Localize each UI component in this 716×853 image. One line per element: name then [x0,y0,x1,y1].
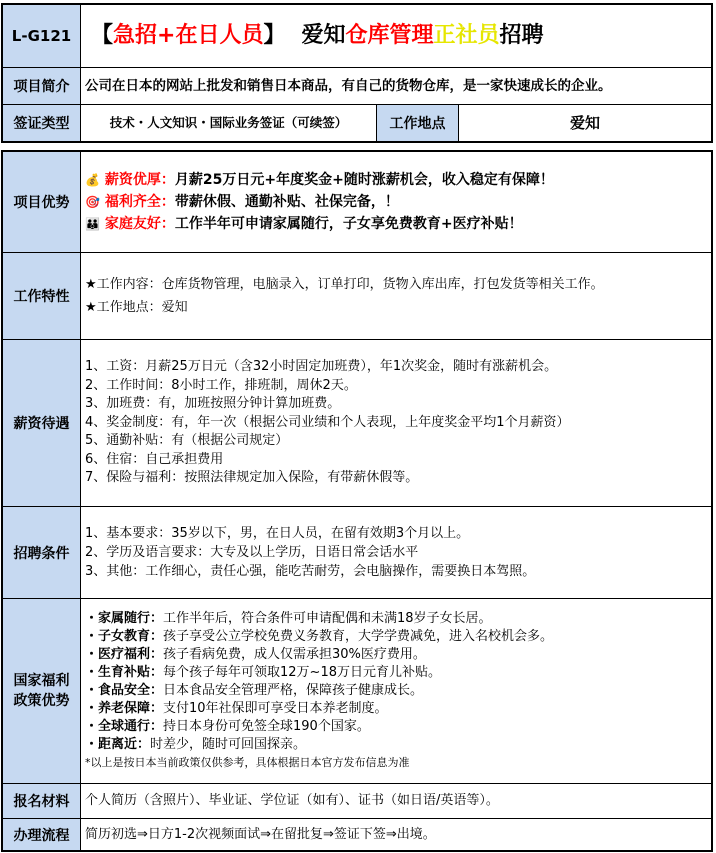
location-value: 爱知 [569,114,600,132]
advantage-title: 家庭友好： [104,216,175,232]
welfare-item [85,700,711,718]
welfare-text: 持日本身份可免签全球190个国家。 [163,719,370,734]
welfare-text: 时差少，随时可回国探亲。 [150,737,307,752]
process-row [3,819,711,850]
salary-row [3,340,711,507]
features-list [81,253,711,339]
requirement-line: 2、学历及语言要求：大专及以上学历，日语日常会话水平 [85,545,419,560]
salary-line: 7、保险与福利：按照法律规定加入保险，有带薪休假等。 [85,470,419,486]
requirement-line: 3、其他：工作细心，责任心强，能吃苦耐劳，会电脑操作，需要换日本驾照。 [85,564,536,579]
welfare-title: ・子女教育： [85,629,164,644]
advantage-title: 薪资优厚： [104,172,175,188]
title-suffix: 招聘 [499,23,544,48]
welfare-item [85,664,711,682]
welfare-item [85,646,711,664]
welfare-item [85,610,711,628]
welfare-title: ・生育补贴： [85,665,164,680]
requirement-line: 1、基本要求：35岁以下，男，在日人员，在留有效期3个月以上。 [85,526,470,541]
feature-line: ★工作内容：仓库货物管理，电脑录入，订单打印，货物入库出库，打包发货等相关工作。 [85,277,604,292]
welfare-text: 工作半年后，符合条件可申请配偶和未满18岁子女长居。 [163,611,492,626]
header-table [1,3,713,143]
requirements-label: 招聘条件 [3,507,81,598]
title-bracket-close: 】 [263,23,286,48]
location-label: 工作地点 [377,105,459,141]
salary-line: 4、奖金制度：有，年一次（根据公司业绩和个人表现，上年度奖金平均1个月薪资） [85,414,570,430]
salary-line: 5、通勤补贴：有（根据公司规定） [85,433,289,449]
welfare-note: *以上是按日本当前政策仅供参考，具体根据日本官方发布信息为准 [85,756,410,769]
requirements-list [81,507,711,598]
visa-label: 签证类型 [3,105,81,141]
process-label: 办理流程 [3,819,81,850]
title-location: 爱知 [301,23,346,48]
welfare-text: 支付10年社保即可享受日本养老制度。 [163,701,388,716]
intro-row [3,68,711,105]
welfare-title: ・全球通行： [85,719,164,734]
intro-text: 公司在日本的网站上批发和销售日本商品，有自己的货物仓库，是一家快速成长的企业。 [85,78,612,94]
welfare-text: 孩子看病免费，成人仅需承担30%医疗费用。 [163,647,426,662]
visa-value: 技术・人文知识・国际业务签证（可续签） [81,105,377,141]
welfare-list [81,599,711,783]
welfare-item [85,682,711,700]
advantage-item [85,191,711,213]
salary-line: 6、住宿：自己承担费用 [85,451,224,467]
welfare-item [85,718,711,736]
advantages-row [3,152,711,253]
welfare-title: ・养老保障： [85,701,164,716]
welfare-text: 每个孩子每年可领取12万~18万日元育儿补贴。 [163,665,441,680]
welfare-title: ・医疗福利： [85,647,164,662]
job-code: L-G121 [3,5,81,67]
documents-text: 个人简历（含照片）、毕业证、学位证（如有）、证书（如日语/英语等）。 [85,793,499,808]
features-row [3,253,711,340]
advantage-title: 福利齐全： [104,194,175,210]
welfare-row [3,599,711,784]
advantages-list [81,152,711,252]
visa-row [3,105,711,141]
welfare-text: 日本食品安全管理严格，保障孩子健康成长。 [163,683,424,698]
intro-label: 项目简介 [3,68,81,104]
features-label: 工作特性 [3,253,81,339]
job-title [81,5,711,67]
welfare-item [85,736,711,754]
advantage-text: 月薪25万日元+年度奖金+随时涨薪机会，收入稳定有保障！ [174,172,554,188]
welfare-title: ・家属随行： [85,611,164,626]
title-bracket-open: 【 [91,23,114,48]
advantages-label: 项目优势 [3,152,81,252]
process-text: 简历初选⇒日方1-2次视频面试⇒在留批复⇒签证下签⇒出境。 [85,826,436,842]
title-urgent: 急招+在日人员 [113,23,264,48]
salary-list [81,340,711,506]
advantage-text: 工作半年可申请家属随行，子女享免费教育+医疗补贴！ [174,216,523,232]
details-table [1,150,713,852]
documents-row [3,784,711,819]
salary-line: 2、工作时间：8小时工作，排班制，周休2天。 [85,377,357,393]
salary-label: 薪资待遇 [3,340,81,506]
documents-label: 报名材料 [3,784,81,818]
feature-line: ★工作地点：爱知 [85,300,188,315]
advantage-item [85,169,711,191]
money-bag-icon: 💰 [85,173,100,187]
target-icon: 🎯 [85,195,100,209]
welfare-text: 孩子享受公立学校免费义务教育，大学学费减免，进入名校机会多。 [163,629,554,644]
salary-line: 1、工资：月薪25万日元（含32小时固定加班费），年1次奖金，随时有涨薪机会。 [85,359,558,375]
requirements-row [3,507,711,599]
welfare-title: ・距离近： [85,737,151,752]
family-icon: 👪 [85,217,100,231]
title-row [3,5,711,68]
salary-line: 3、加班费：有，加班按照分钟计算加班费。 [85,396,341,412]
advantage-text: 带薪休假、通勤补贴、社保完备，！ [174,194,399,210]
welfare-item [85,628,711,646]
welfare-label: 国家福利政策优势 [3,599,81,783]
title-employment-type: 正社员 [433,23,500,48]
welfare-title: ・食品安全： [85,683,164,698]
title-position: 仓库管理 [345,23,434,48]
advantage-item [85,213,711,235]
